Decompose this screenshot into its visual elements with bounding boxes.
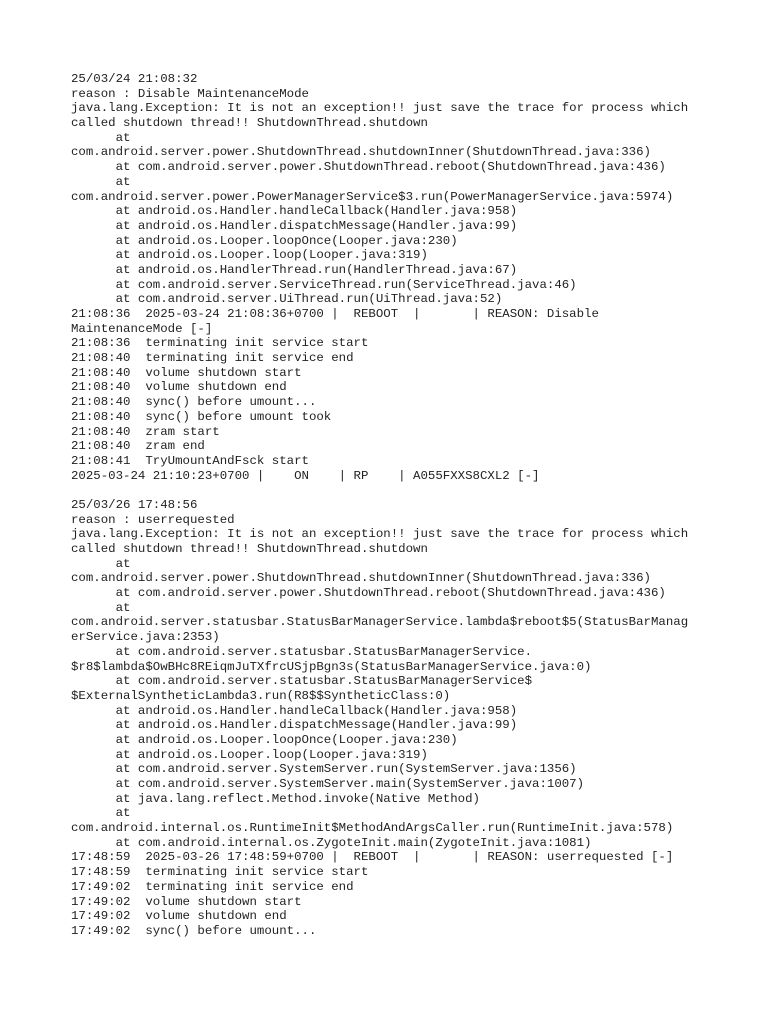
log-line: 17:49:02 sync() before umount... (71, 923, 317, 938)
log-line: at com.android.server.statusbar.StatusBarManagerService. (71, 644, 533, 659)
log-line: erService.java:2353) (71, 630, 220, 645)
log-line: com.android.server.power.ShutdownThread.shutdownInner(ShutdownThread.java:336) (71, 571, 651, 586)
log-line: MaintenanceMode [-] (71, 321, 213, 336)
log-line: at com.android.internal.os.ZygoteInit.main(ZygoteInit.java:1081) (71, 835, 592, 850)
log-line: at (71, 806, 131, 821)
log-line: com.android.server.statusbar.StatusBarManagerService.lambda$reboot$5(StatusBarManag (71, 615, 689, 630)
log-line: called shutdown thread!! ShutdownThread.shutdown (71, 542, 428, 556)
log-line: 17:49:02 volume shutdown end (71, 909, 287, 924)
log-line: 25/03/26 17:48:56 (71, 497, 198, 512)
log-line: $ExternalSyntheticLambda3.run(R8$$SyntheticClass:0) (71, 688, 451, 703)
log-line: called shutdown thread!! ShutdownThread.shutdown (71, 116, 428, 131)
log-line: com.android.server.power.ShutdownThread.shutdownInner(ShutdownThread.java:336) (71, 145, 651, 160)
log-entry (71, 498, 711, 939)
log-line: at com.android.server.statusbar.StatusBarManagerService$ (71, 674, 533, 689)
log-line: at android.os.Handler.handleCallback(Handler.java:958) (71, 204, 518, 219)
log-line: 17:48:59 2025-03-26 17:48:59+0700 | REBOOT | | REASON: userrequested [-] (71, 850, 674, 865)
log-line: at (71, 556, 131, 571)
log-line: at android.os.Handler.handleCallback(Handler.java:958) (71, 703, 518, 718)
log-line: 21:08:40 volume shutdown start (71, 365, 302, 380)
log-line: reason : Disable MaintenanceMode (71, 86, 309, 101)
log-line: 21:08:40 volume shutdown end (71, 380, 287, 395)
log-line: 17:49:02 volume shutdown start (71, 894, 302, 909)
log-line: 21:08:40 sync() before umount... (71, 395, 317, 410)
log-line: 21:08:40 zram end (71, 439, 205, 454)
log-line: 21:08:36 terminating init service start (71, 336, 369, 351)
log-line: java.lang.Exception: It is not an exception!! just save the trace for process which (71, 527, 689, 542)
entry-separator (71, 483, 711, 498)
log-line: com.android.internal.os.RuntimeInit$MethodAndArgsCaller.run(RuntimeInit.java:578) (71, 821, 674, 836)
log-line: 21:08:41 TryUmountAndFsck start (71, 453, 309, 468)
log-line: 21:08:40 sync() before umount took (71, 409, 332, 424)
log-line: at com.android.server.SystemServer.run(SystemServer.java:1356) (71, 762, 577, 777)
log-line: 21:08:40 zram start (71, 424, 220, 439)
log-line: at com.android.server.ServiceThread.run(ServiceThread.java:46) (71, 277, 577, 292)
log-line: at com.android.server.power.ShutdownThread.reboot(ShutdownThread.java:436) (71, 160, 666, 175)
log-line: at (71, 130, 131, 145)
log-line: 17:48:59 terminating init service start (71, 865, 369, 880)
log-line: at (71, 174, 131, 189)
log-document (71, 72, 711, 939)
log-line: at android.os.Looper.loopOnce(Looper.java:230) (71, 233, 458, 248)
log-line: reason : userrequested (71, 512, 235, 527)
log-line: at com.android.server.power.ShutdownThread.reboot(ShutdownThread.java:436) (71, 586, 666, 601)
log-line: 2025-03-24 21:10:23+0700 | ON | RP | A055FXXS8CXL2 [-] (71, 468, 540, 483)
log-line: $r8$lambda$OwBHc8REiqmJuTXfrcUSjpBgn3s(StatusBarManagerService.java:0) (71, 659, 592, 674)
log-line: at android.os.Handler.dispatchMessage(Handler.java:99) (71, 718, 518, 733)
log-line: at android.os.HandlerThread.run(HandlerThread.java:67) (71, 262, 518, 277)
log-line: at com.android.server.SystemServer.main(SystemServer.java:1007) (71, 777, 585, 791)
log-line: com.android.server.power.PowerManagerService$3.run(PowerManagerService.java:5974) (71, 189, 674, 204)
log-line: at android.os.Looper.loop(Looper.java:319) (71, 747, 428, 762)
log-line: 17:49:02 terminating init service end (71, 879, 354, 894)
log-line: java.lang.Exception: It is not an exception!! just save the trace for process which (71, 101, 689, 116)
log-line: 25/03/24 21:08:32 (71, 72, 198, 86)
log-line: 21:08:36 2025-03-24 21:08:36+0700 | REBOOT | | REASON: Disable (71, 307, 599, 321)
log-line: at android.os.Looper.loop(Looper.java:319) (71, 248, 428, 263)
log-line: at com.android.server.UiThread.run(UiThread.java:52) (71, 292, 503, 307)
log-line: at android.os.Looper.loopOnce(Looper.java:230) (71, 732, 458, 747)
log-line: at java.lang.reflect.Method.invoke(Native Method) (71, 791, 480, 806)
log-entry (71, 72, 711, 483)
log-line: at (71, 600, 131, 615)
log-line: at android.os.Handler.dispatchMessage(Handler.java:99) (71, 218, 518, 233)
log-line: 21:08:40 terminating init service end (71, 351, 354, 366)
